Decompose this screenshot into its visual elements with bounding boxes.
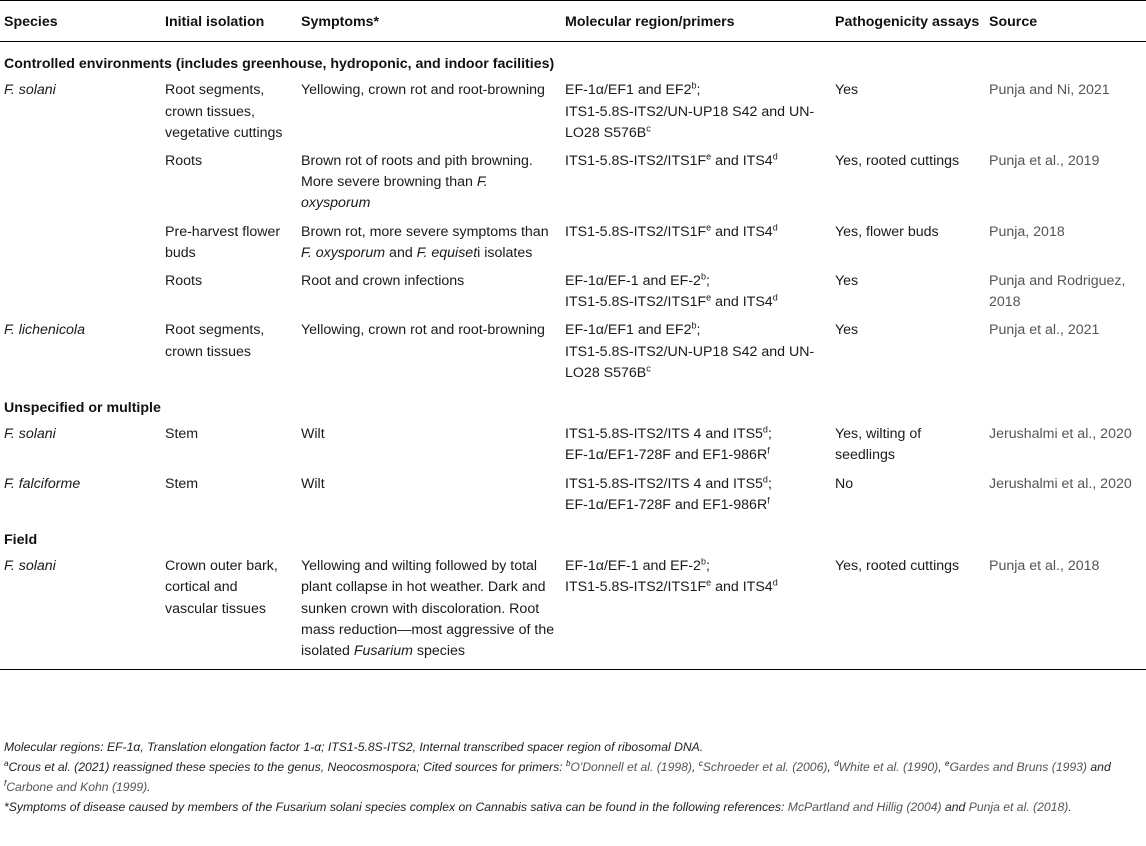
header-isolation: Initial isolation	[161, 1, 297, 42]
section-title: Controlled environments (includes greenhouse, hydroponic, and indoor facilities)	[4, 56, 555, 73]
cell-molecular: $ITS1-5.8S-ITS2/ITS1F^e$ and ITS4$^d$	[565, 221, 778, 240]
table-row	[0, 269, 1146, 318]
cell-isolation: Root segments, crown tissues, vegetative cuttings	[165, 82, 283, 141]
cell-isolation: Pre-harvest flower buds	[165, 223, 281, 261]
cell-source: Jerushalmi et al., 2020	[989, 475, 1132, 492]
cell-pathogenicity: Yes	[835, 273, 859, 290]
table-footnotes	[4, 737, 1142, 817]
table-row	[0, 472, 1146, 521]
cell-molecular: $ITS1-5.8S-ITS2/ITS1F^e$ and ITS4$^d$	[565, 151, 778, 170]
table-row	[0, 554, 1146, 670]
cell-symptoms: Yellowing and wilting followed by total plant collapse in hot weather. Dark and sunken crown with discoloration. Root mass reduction—most aggressive of the isolated Fusarium species	[297, 554, 561, 670]
cell-pathogenicity: No	[835, 475, 854, 492]
cell-pathogenicity: Yes, flower buds	[835, 223, 939, 240]
cell-species: F. lichenicola	[4, 322, 85, 339]
section-title: Field	[4, 532, 38, 549]
cell-symptoms: Yellowing, crown rot and root-browning	[301, 82, 545, 99]
section-row	[0, 389, 1146, 422]
cell-pathogenicity: Yes, rooted cuttings	[831, 554, 985, 670]
table-row	[0, 220, 1146, 269]
cell-source: Punja and Ni, 2021	[989, 82, 1110, 99]
cell-symptoms: Wilt	[301, 475, 325, 492]
reference-link[interactable]: White et al. (1990)	[838, 760, 939, 774]
reference-link[interactable]: O'Donnell et al. (1998)	[570, 760, 692, 774]
cell-species: F. solani	[0, 554, 161, 670]
cell-species	[0, 149, 161, 220]
table-row	[0, 318, 1146, 389]
cell-source: Punja and Rodriguez, 2018	[989, 273, 1126, 311]
cell-isolation: Crown outer bark, cortical and vascular tissues	[161, 554, 297, 670]
table-row	[0, 149, 1146, 220]
cell-symptoms: Yellowing, crown rot and root-browning	[301, 322, 545, 339]
cell-isolation: Roots	[165, 153, 203, 170]
reference-link[interactable]: Schroeder et al. (2006)	[702, 760, 828, 774]
reference-link[interactable]: Gardes and Bruns (1993)	[949, 760, 1087, 774]
header-row	[0, 1, 1146, 42]
cell-isolation: Root segments, crown tissues	[165, 322, 265, 360]
reference-link[interactable]: Punja et al. (2018)	[968, 800, 1069, 814]
section-row	[0, 521, 1146, 554]
section-row	[0, 42, 1146, 79]
table-row	[0, 422, 1146, 471]
header-pathogenicity: Pathogenicity assays	[831, 1, 985, 42]
cell-molecular: EF-1α/EF-1 and EF-2$^b$; $ITS1-5.8S-ITS2/ITS1F^e$ and ITS4$^d$	[565, 271, 778, 311]
cell-species	[0, 220, 161, 269]
cell-molecular: ITS1-5.8S-ITS2/ITS 4 and ITS5$^d$; EF-1α/EF1-728F and $EF1-986R^f$	[565, 424, 772, 464]
cell-pathogenicity: Yes	[835, 82, 859, 99]
cell-isolation: Stem	[165, 475, 199, 492]
cell-isolation: Stem	[165, 426, 199, 443]
cell-pathogenicity: Yes	[835, 322, 859, 339]
header-symptoms: Symptoms*	[297, 1, 561, 42]
footnote-symptoms: *Symptoms of disease caused by members of the Fusarium solani species complex on Cannabis sativa can be found in the following references: McPartland and Hillig (2004) and Punja et al. (2018).	[4, 800, 1072, 814]
header-species: Species	[0, 1, 161, 42]
cell-source: Punja et al., 2021	[989, 322, 1100, 339]
cell-species: F. solani	[4, 426, 56, 443]
cell-molecular: EF-1α/EF-1 and EF-2$^b$; $ITS1-5.8S-ITS2/ITS1F^e$ and ITS4$^d$	[561, 554, 831, 670]
header-molecular: Molecular region/primers	[561, 1, 831, 42]
cell-pathogenicity: Yes, rooted cuttings	[835, 153, 960, 170]
footnote-primers: $^a$Crous et al. (2021) reassigned these species to the genus, Neocosmospora; Cited sources for primers: $^b$O'Donnell et al. (1998), $^c$Schroeder et al. (2006), $^d$White et al. (1990), $^e$Gardes and Bruns (1993) and $^f$Carbone and Kohn (1999).	[4, 758, 1111, 794]
cell-species: F. solani	[4, 82, 56, 99]
cell-species	[0, 269, 161, 318]
reference-link[interactable]: Carbone and Kohn (1999)	[6, 780, 148, 794]
reference-link[interactable]: McPartland and Hillig (2004)	[787, 800, 942, 814]
cell-species: F. falciforme	[4, 475, 81, 492]
cell-symptoms: Brown rot of roots and pith browning. More severe browning than F. oxysporum	[301, 153, 533, 212]
cell-molecular: EF-1α/EF1 and EF2$^b$; ITS1-5.8S-ITS2/UN-UP18 S42 and UN-LO28 $S576B^c$	[565, 80, 815, 141]
cell-symptoms: Root and crown infections	[301, 273, 465, 290]
cell-symptoms: Wilt	[301, 426, 325, 443]
section-title: Unspecified or multiple	[4, 400, 161, 417]
cell-source: Punja et al., 2018	[985, 554, 1146, 670]
footnote-abbreviations: Molecular regions: EF-1α, Translation elongation factor 1-α; ITS1-5.8S-ITS2, Internal transcribed spacer region of ribosomal DNA.	[4, 740, 704, 754]
header-source: Source	[985, 1, 1146, 42]
table-row	[0, 78, 1146, 149]
cell-symptoms: Brown rot, more severe symptoms than F. oxysporum and F. equiseti isolates	[301, 223, 549, 261]
cell-pathogenicity: Yes, wilting of seedlings	[835, 426, 922, 464]
cell-molecular: ITS1-5.8S-ITS2/ITS 4 and ITS5$^d$; EF-1α/EF1-728F and $EF1-986R^f$	[565, 473, 772, 513]
cell-source: Jerushalmi et al., 2020	[989, 426, 1132, 443]
cell-molecular: EF-1α/EF1 and EF2$^b$; ITS1-5.8S-ITS2/UN-UP18 S42 and UN-LO28 $S576B^c$	[565, 320, 815, 381]
cell-source: Punja, 2018	[989, 223, 1065, 240]
cell-source: Punja et al., 2019	[989, 153, 1100, 170]
cell-isolation: Roots	[165, 273, 203, 290]
